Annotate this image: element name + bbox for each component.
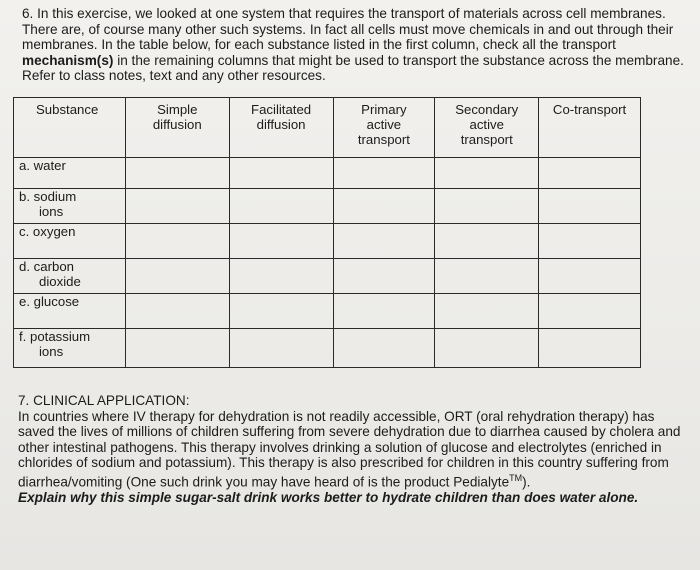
check-cell[interactable] — [229, 189, 333, 224]
check-cell[interactable] — [435, 259, 539, 294]
table-row — [14, 294, 641, 329]
check-cell[interactable] — [125, 294, 229, 329]
row-label-water: a. water — [14, 158, 126, 189]
header-simple-diffusion: Simple diffusion — [125, 98, 229, 158]
check-cell[interactable] — [333, 158, 435, 189]
check-cell[interactable] — [229, 158, 333, 189]
check-cell[interactable] — [229, 259, 333, 294]
header-facilitated-diffusion: Facilitated diffusion — [229, 98, 333, 158]
table-row — [14, 189, 641, 224]
trademark-mark: TM — [509, 472, 523, 483]
check-cell[interactable] — [539, 294, 641, 329]
question-6-number: 6. — [22, 6, 34, 21]
question-7 — [18, 393, 686, 506]
question-7-heading: 7. CLINICAL APPLICATION: — [18, 393, 190, 408]
table-row — [14, 259, 641, 294]
check-cell[interactable] — [539, 329, 641, 368]
row-label-sodium-ions: b. sodium ions — [14, 189, 126, 224]
check-cell[interactable] — [125, 189, 229, 224]
header-primary-active-transport: Primary active transport — [333, 98, 435, 158]
check-cell[interactable] — [229, 294, 333, 329]
check-cell[interactable] — [539, 189, 641, 224]
question-6-bold-term: mechanism(s) — [22, 52, 114, 68]
row-label-glucose: e. glucose — [14, 294, 126, 329]
check-cell[interactable] — [229, 329, 333, 368]
check-cell[interactable] — [125, 224, 229, 259]
row-label-carbon-dioxide: d. carbon dioxide — [14, 259, 126, 294]
check-cell[interactable] — [435, 329, 539, 368]
header-secondary-active-transport: Secondary active transport — [435, 98, 539, 158]
table-header-row — [14, 98, 641, 158]
check-cell[interactable] — [333, 329, 435, 368]
row-label-oxygen: c. oxygen — [14, 224, 126, 259]
question-7-body: In countries where IV therapy for dehydration is not readily accessible, ORT (oral rehydration therapy) has saved the lives of millions of children suffering from severe dehydration due to diarrhea caused by cholera and other intestinal pathogens. This therapy involves drinking a solution of glucose and electrolytes (enriched in chlorides of sodium and potassium). This therapy is also prescribed for children in this country suffering from diarrhea/vomiting (One such drink you may have heard of is the product Pedialyte™). — [18, 408, 681, 490]
check-cell[interactable] — [333, 224, 435, 259]
header-co-transport: Co-transport — [539, 98, 641, 158]
check-cell[interactable] — [125, 259, 229, 294]
header-substance: Substance — [14, 98, 126, 158]
row-label-potassium-ions: f. potassium ions — [14, 329, 126, 368]
question-6-text-end: in the remaining columns that might be used to transport the substance across the membrane. Refer to class notes, text and any other resources. — [22, 52, 684, 84]
table-row — [14, 329, 641, 368]
table-row — [14, 158, 641, 189]
check-cell[interactable] — [435, 189, 539, 224]
check-cell[interactable] — [539, 224, 641, 259]
check-cell[interactable] — [539, 259, 641, 294]
check-cell[interactable] — [333, 294, 435, 329]
check-cell[interactable] — [539, 158, 641, 189]
question-6-text: In this exercise, we looked at one system that requires the transport of materials across cell membranes. There are, of course many other such systems. In fact all cells must move chemicals in and out through their membranes. In the table below, for each substance listed in the first column, check all the transport — [22, 6, 674, 53]
check-cell[interactable] — [229, 224, 333, 259]
question-7-prompt: Explain why this simple sugar-salt drink works better to hydrate children than does water alone. — [18, 490, 639, 506]
check-cell[interactable] — [333, 189, 435, 224]
check-cell[interactable] — [333, 259, 435, 294]
check-cell[interactable] — [125, 158, 229, 189]
check-cell[interactable] — [435, 294, 539, 329]
check-cell[interactable] — [435, 158, 539, 189]
transport-table — [13, 97, 641, 368]
check-cell[interactable] — [435, 224, 539, 259]
question-6 — [22, 6, 686, 84]
check-cell[interactable] — [125, 329, 229, 368]
table-row — [14, 224, 641, 259]
